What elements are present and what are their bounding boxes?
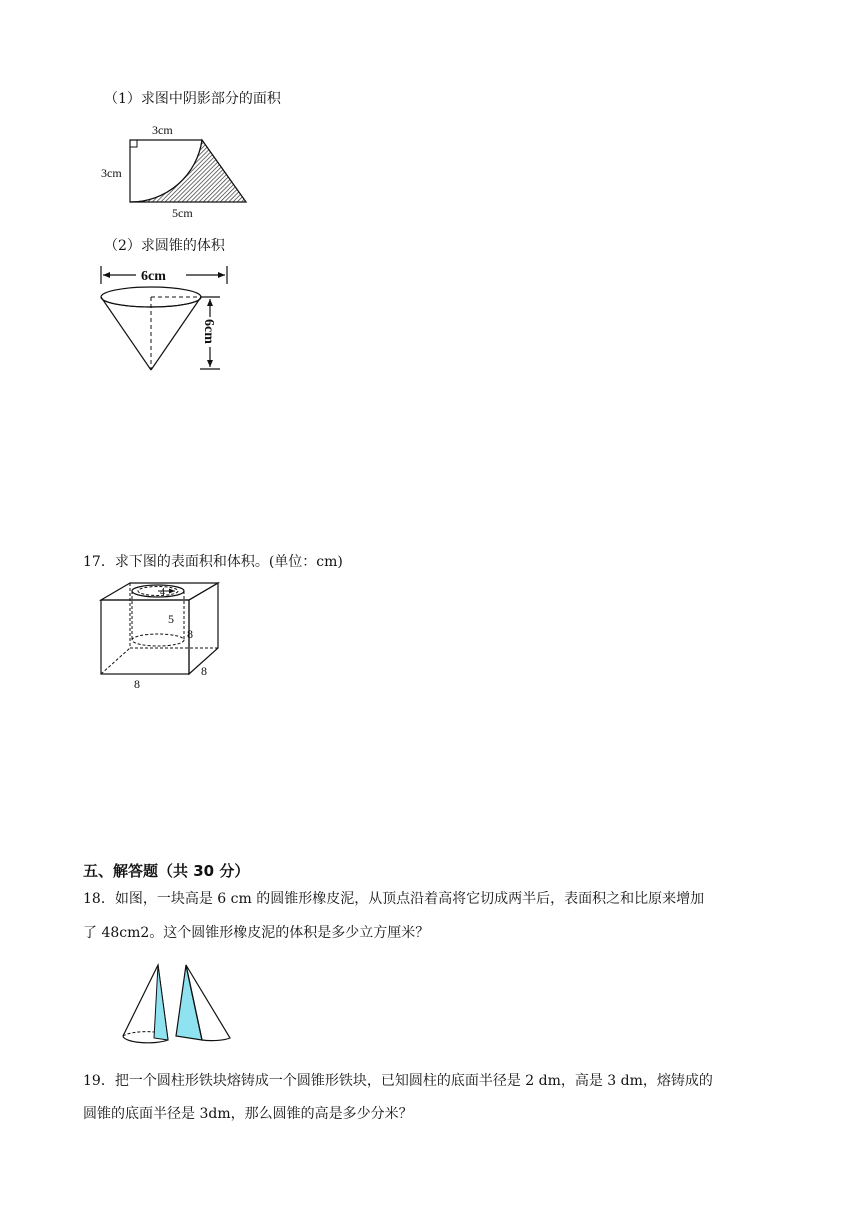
label-top-3cm: 3cm xyxy=(152,123,173,137)
label-height-6cm: 6cm xyxy=(201,319,216,344)
right-angle-mark xyxy=(130,140,137,147)
q19-line1: 19．把一个圆柱形铁块熔铸成一个圆锥形铁块，已知圆柱的底面半径是 2 dm，高是 3 dm，熔铸成的 xyxy=(83,1073,713,1089)
cone-figure xyxy=(96,262,236,382)
cylinder-bottom xyxy=(132,634,184,646)
q16-sub1-text: （1）求图中阴影部分的面积 xyxy=(104,91,281,107)
split-cone-figure xyxy=(118,960,248,1050)
label-cube-depth: 8 xyxy=(201,664,207,678)
label-left-3cm: 3cm xyxy=(101,166,122,180)
q16-sub2-text: （2）求圆锥的体积 xyxy=(104,238,225,254)
shaded-region xyxy=(130,140,246,202)
cube-right-face xyxy=(189,583,218,674)
label-diameter-6cm: 6cm xyxy=(141,269,166,284)
q17-text: 17．求下图的表面积和体积。(单位：cm) xyxy=(83,554,343,570)
q18-line2: 了 48cm2。这个圆锥形橡皮泥的体积是多少立方厘米？ xyxy=(83,925,430,941)
cube-with-cylinder-figure xyxy=(96,578,236,691)
label-cyl-height: 5 xyxy=(168,612,174,626)
section-5-title: 五、解答题（共 30 分） xyxy=(83,862,250,880)
q19-line2: 圆锥的底面半径是 3dm，那么圆锥的高是多少分米？ xyxy=(83,1106,413,1122)
q18-line1: 18．如图，一块高是 6 cm 的圆锥形橡皮泥，从顶点沿着高将它切成两半后，表面积之和比原来增加 xyxy=(83,891,705,907)
shaded-area-figure xyxy=(96,122,256,222)
label-cube-width: 8 xyxy=(134,677,140,691)
label-cube-height: 8 xyxy=(187,627,193,641)
label-cyl-diameter: 4 xyxy=(160,587,165,598)
cube-front-face xyxy=(101,600,189,674)
label-bottom-5cm: 5cm xyxy=(172,206,193,220)
